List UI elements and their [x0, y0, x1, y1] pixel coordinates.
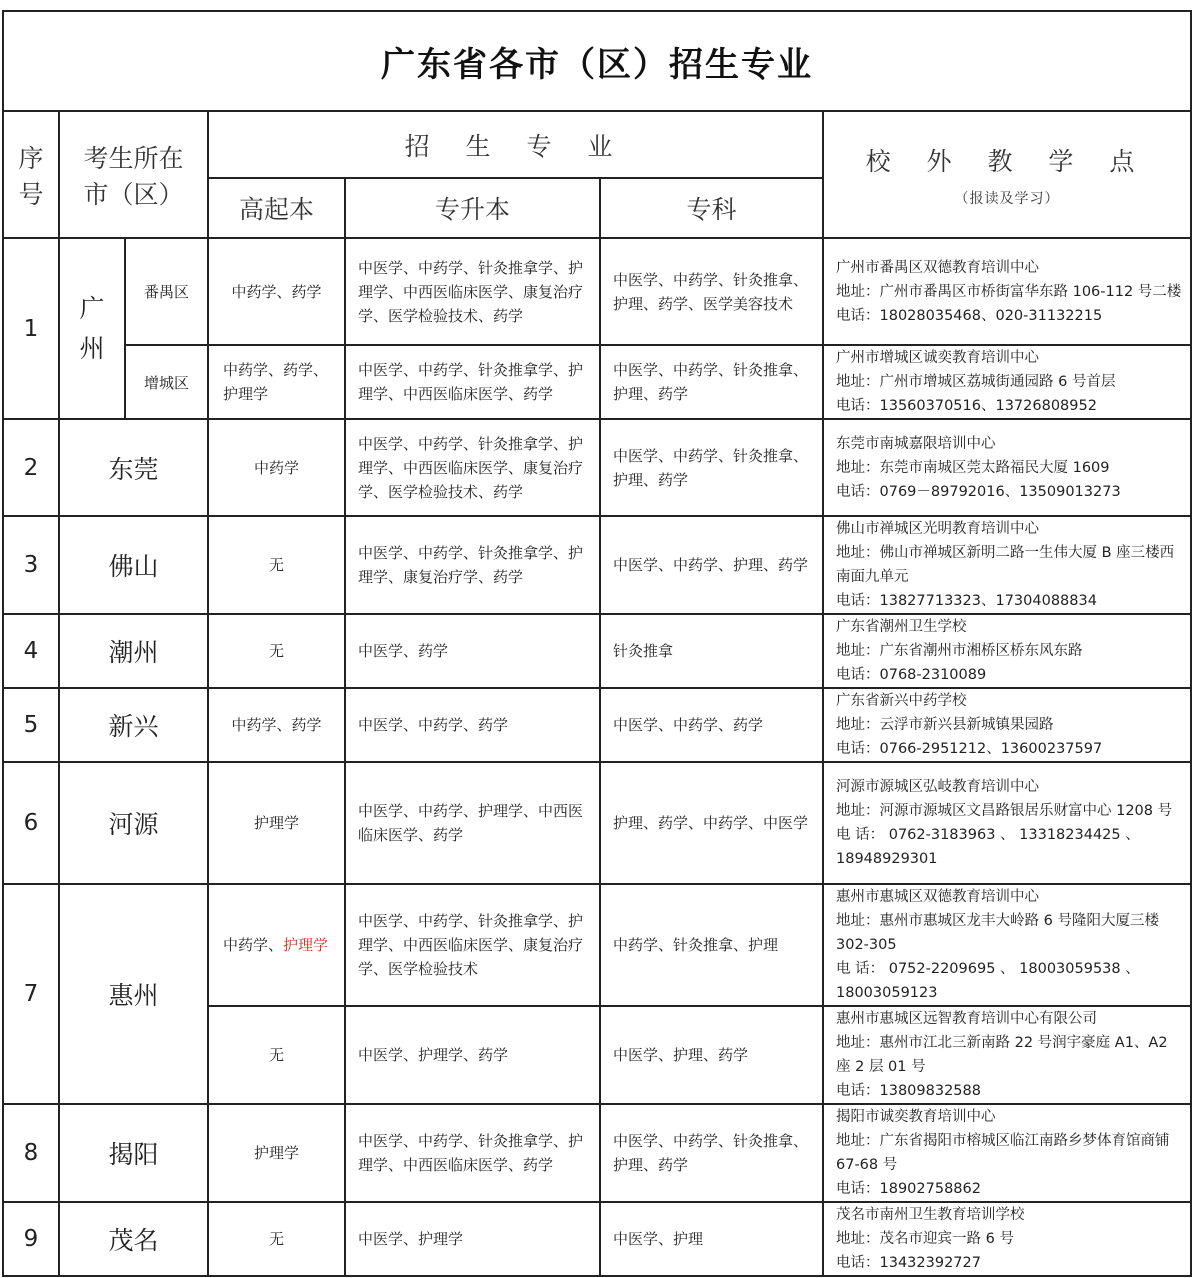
cell-zsb: 中医学、中药学、针灸推拿学、护理学、中西医临床医学、药学	[345, 1104, 600, 1202]
table-row	[3, 1104, 1191, 1202]
location-name: 河源市源城区弘岐教育培训中心	[836, 779, 1039, 795]
table-row	[3, 345, 1191, 419]
cell-gqb: 无	[208, 1202, 345, 1276]
cell-zk: 中医学、中药学、针灸推拿、护理、药学	[600, 345, 823, 419]
location-phone: 电话：13809832588	[836, 1083, 981, 1099]
location-phone: 电话：13827713323、17304088834	[836, 593, 1097, 609]
table-row	[3, 762, 1191, 884]
row-city: 揭阳	[59, 1104, 208, 1202]
location-address: 地址：云浮市新兴县新城镇果园路	[836, 717, 1054, 733]
location-address: 地址：广州市增城区荔城街通园路 6 号首层	[836, 374, 1116, 390]
cell-location	[823, 1006, 1191, 1104]
table-row	[3, 688, 1191, 762]
cell-gqb: 无	[208, 516, 345, 614]
row-number: 4	[3, 614, 59, 688]
location-address: 地址：茂名市迎宾一路 6 号	[836, 1231, 1014, 1247]
row-city: 新兴	[59, 688, 208, 762]
location-address: 地址：广东省揭阳市榕城区临江南路乡梦体育馆商铺 67-68 号	[836, 1133, 1170, 1173]
row-city: 潮州	[59, 614, 208, 688]
cell-zsb: 中医学、中药学、药学	[345, 688, 600, 762]
cell-location	[823, 762, 1191, 884]
cell-gqb: 护理学	[208, 1104, 345, 1202]
cell-zsb: 中医学、中药学、针灸推拿学、护理学、中西医临床医学、康复治疗学、医学检验技术	[345, 884, 600, 1006]
admissions-table-frame	[2, 10, 1190, 1274]
cell-location	[823, 884, 1191, 1006]
location-phone: 电 话： 0762-3183963 、 13318234425 、 18948929301	[836, 827, 1140, 867]
cell-zsb: 中医学、护理学	[345, 1202, 600, 1276]
cell-location	[823, 1104, 1191, 1202]
location-name: 惠州市惠城区双德教育培训中心	[836, 889, 1039, 905]
location-phone: 电话：18902758862	[836, 1181, 981, 1197]
cell-gqb: 中药学、药学、护理学	[208, 345, 345, 419]
location-address: 地址：广东省潮州市湘桥区桥东风东路	[836, 643, 1083, 659]
cell-zsb: 中医学、中药学、针灸推拿学、护理学、中西医临床医学、康复治疗学、医学检验技术、药学	[345, 238, 600, 345]
header-majors: 招 生 专 业	[208, 111, 823, 178]
cell-zk: 中医学、中药学、针灸推拿、护理、药学	[600, 1104, 823, 1202]
cell-zsb: 中医学、护理学、药学	[345, 1006, 600, 1104]
location-phone: 电话：0769－89792016、13509013273	[836, 483, 1121, 500]
cell-zk: 针灸推拿	[600, 614, 823, 688]
table-row	[3, 516, 1191, 614]
location-name: 广州市增城区诚奕教育培训中心	[836, 350, 1039, 366]
cell-zk: 中医学、护理、药学	[600, 1006, 823, 1104]
cell-zk: 中医学、中药学、药学	[600, 688, 823, 762]
location-name: 广州市番禺区双德教育培训中心	[836, 259, 1039, 276]
location-address: 地址：东莞市南城区莞太路福民大厦 1609	[836, 459, 1110, 476]
row-city: 惠州	[59, 884, 208, 1104]
row-city: 佛山	[59, 516, 208, 614]
row-number: 5	[3, 688, 59, 762]
cell-zsb: 中医学、中药学、针灸推拿学、护理学、康复治疗学、药学	[345, 516, 600, 614]
cell-gqb: 中药学	[208, 419, 345, 516]
location-name: 广东省潮州卫生学校	[836, 619, 967, 635]
location-phone: 电话：13560370516、13726808952	[836, 398, 1097, 414]
row-number: 1	[3, 238, 59, 419]
location-name: 惠州市惠城区远智教育培训中心有限公司	[836, 1011, 1097, 1027]
table-row	[3, 419, 1191, 516]
cell-zk: 护理、药学、中药学、中医学	[600, 762, 823, 884]
row-city: 茂名	[59, 1202, 208, 1276]
header-seq: 序 号	[3, 111, 59, 238]
table-row	[3, 614, 1191, 688]
cell-gqb: 中药学、药学	[208, 688, 345, 762]
cell-zsb: 中医学、中药学、针灸推拿学、护理学、中西医临床医学、药学	[345, 345, 600, 419]
location-name: 广东省新兴中药学校	[836, 693, 967, 709]
cell-zk: 中医学、中药学、针灸推拿、护理、药学、医学美容技术	[600, 238, 823, 345]
cell-location	[823, 688, 1191, 762]
header-zsb: 专升本	[345, 178, 600, 238]
row-city: 河源	[59, 762, 208, 884]
highlighted-major: 护理学	[283, 936, 329, 954]
location-name: 佛山市禅城区光明教育培训中心	[836, 521, 1039, 537]
row-number: 7	[3, 884, 59, 1104]
location-name: 茂名市南州卫生教育培训学校	[836, 1207, 1025, 1223]
cell-location	[823, 238, 1191, 345]
cell-gqb: 护理学	[208, 762, 345, 884]
cell-location	[823, 1202, 1191, 1276]
cell-zsb: 中医学、中药学、护理学、中西医临床医学、药学	[345, 762, 600, 884]
row-district: 增城区	[125, 345, 208, 419]
row-city: 东莞	[59, 419, 208, 516]
location-address: 地址：广州市番禺区市桥街富华东路 106-112 号二楼	[836, 283, 1182, 300]
cell-zsb: 中医学、药学	[345, 614, 600, 688]
location-phone: 电 话： 0752-2209695 、 18003059538 、 18003059123	[836, 961, 1140, 1001]
row-number: 2	[3, 419, 59, 516]
cell-location	[823, 345, 1191, 419]
row-number: 6	[3, 762, 59, 884]
location-name: 东莞市南城嘉限培训中心	[836, 435, 996, 452]
cell-gqb: 无	[208, 1006, 345, 1104]
cell-zk: 中医学、护理	[600, 1202, 823, 1276]
location-address: 地址：惠州市惠城区龙丰大岭路 6 号隆阳大厦三楼 302-305	[836, 913, 1159, 953]
cell-zsb: 中医学、中药学、针灸推拿学、护理学、中西医临床医学、康复治疗学、医学检验技术、药学	[345, 419, 600, 516]
cell-gqb: 中药学、护理学	[208, 884, 345, 1006]
header-gqb: 高起本	[208, 178, 345, 238]
row-district: 番禺区	[125, 238, 208, 345]
location-name: 揭阳市诚奕教育培训中心	[836, 1109, 996, 1125]
table-row	[3, 1202, 1191, 1276]
cell-gqb: 中药学、药学	[208, 238, 345, 345]
location-phone: 电话：13432392727	[836, 1255, 981, 1271]
table-row	[3, 884, 1191, 1006]
location-address: 地址：佛山市禅城区新明二路一生伟大厦 B 座三楼西南面九单元	[836, 545, 1175, 585]
header-region: 考生所在 市（区）	[59, 111, 208, 238]
header-site: 校 外 教 学 点 （报读及学习）	[823, 111, 1191, 238]
cell-zk: 中医学、中药学、护理、药学	[600, 516, 823, 614]
location-phone: 电话：0768-2310089	[836, 667, 987, 683]
row-number: 3	[3, 516, 59, 614]
location-phone: 电话：0766-2951212、13600237597	[836, 741, 1103, 757]
cell-gqb: 无	[208, 614, 345, 688]
row-number: 9	[3, 1202, 59, 1276]
table-row	[3, 238, 1191, 345]
cell-location	[823, 614, 1191, 688]
cell-location	[823, 516, 1191, 614]
row-city: 广 州	[59, 238, 125, 419]
cell-location	[823, 419, 1191, 516]
header-zk: 专科	[600, 178, 823, 238]
row-number: 8	[3, 1104, 59, 1202]
cell-zk: 中医学、中药学、针灸推拿、护理、药学	[600, 419, 823, 516]
location-address: 地址：河源市源城区文昌路银居乐财富中心 1208 号	[836, 803, 1173, 819]
cell-zk: 中药学、针灸推拿、护理	[600, 884, 823, 1006]
location-phone: 电话：18028035468、020-31132215	[836, 307, 1103, 324]
admissions-table	[2, 10, 1192, 1277]
location-address: 地址：惠州市江北三新南路 22 号润宇豪庭 A1、A2 座 2 层 01 号	[836, 1035, 1168, 1075]
table-title: 广东省各市（区）招生专业	[3, 11, 1191, 111]
